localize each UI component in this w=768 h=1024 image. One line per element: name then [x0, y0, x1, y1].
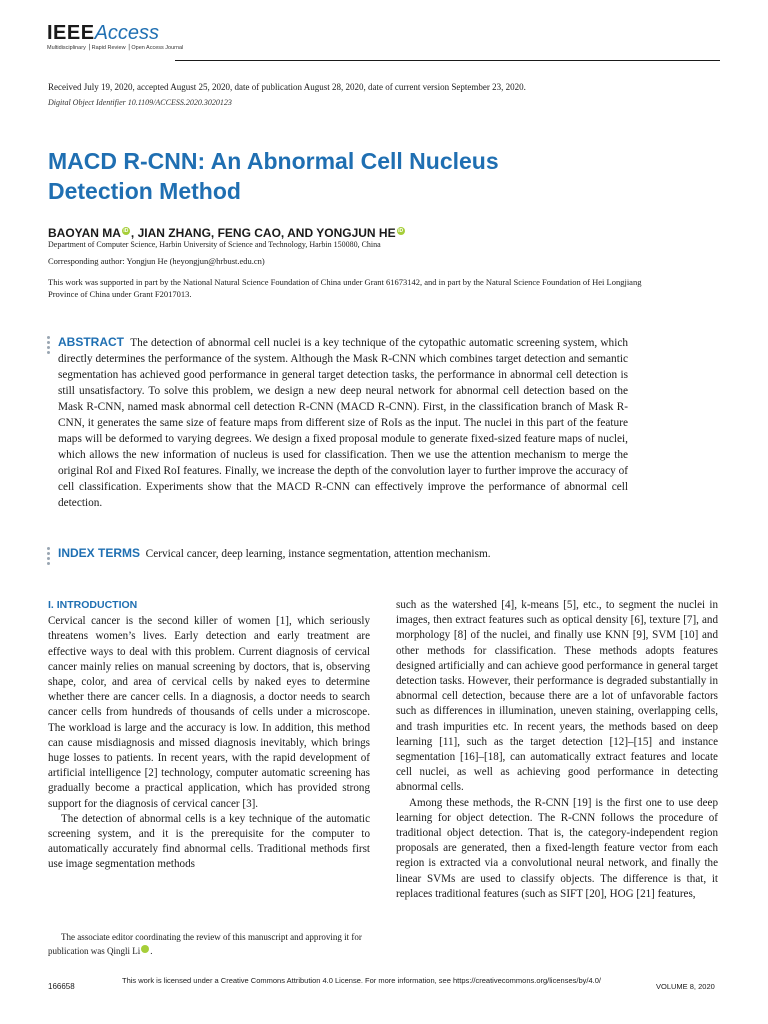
intro-paragraph-4: Among these methods, the R-CNN [19] is the first one to use deep learning for object detection. The R-CNN follows the procedure of traditional object detection. That is, the category-independent region proposals are generated, then a fixed-length feature vector from each region is extracted via a convolutional neural network, and finally the linear SVMs are used to classify objects. The difference is that, it replaces traditional features (such as SIFT [20], HOG [21] features,: [396, 796, 718, 900]
abstract-heading: ABSTRACT: [58, 335, 124, 349]
left-column: [48, 598, 370, 873]
title-line-1: MACD R-CNN: An Abnormal Cell Nucleus: [48, 148, 499, 174]
header-rule: [175, 60, 720, 61]
corresponding-author: Corresponding author: Yongjun He (heyongjun@hrbust.edu.cn): [48, 256, 265, 266]
page-number: 166658: [48, 982, 75, 991]
index-terms-text: Cervical cancer, deep learning, instance segmentation, attention mechanism.: [145, 548, 491, 560]
editor-footnote: The associate editor coordinating the review of this manuscript and approving it for publication was Qingli Li iD.: [48, 932, 362, 956]
abstract: [58, 334, 628, 511]
doi-line[interactable]: Digital Object Identifier 10.1109/ACCESS.2020.3020123: [48, 98, 232, 107]
license-line[interactable]: This work is licensed under a Creative Commons Attribution 4.0 License. For more information, see https://creativecommons.org/licenses/by/4.0/: [122, 976, 601, 985]
orcid-icon[interactable]: iD: [123, 228, 129, 234]
author-first: BAOYAN MA: [48, 226, 121, 240]
title-line-2: Detection Method: [48, 178, 241, 204]
journal-logo: [47, 22, 183, 51]
funding-statement: This work was supported in part by the National Natural Science Foundation of China under Grant 61673142, and in part by the Natural Science Foundation of Hei Longjiang Province of China under Grant F2017013.: [48, 277, 642, 299]
abstract-text: The detection of abnormal cell nuclei is a key technique of the cytopathic automatic screening system, which directly determines the performance of the system. Although the Mask R-CNN which combines target detection and semantic segmentation has achieved good performance in general target detection tasks, the performance in abnormal cell detection is still unsatisfactory. To solve this problem, we design a new deep neural network for abnormal cell detection based on the Mask R-CNN, named mask abnormal cell detection R-CNN (MACD R-CNN). First, in the classification branch of Mask R-CNN, it generates the same size of feature maps from different size of RoIs as the input. The nuclei in this part of the feature maps will be deformed to varying degrees. We design a fixed proposal module to generate fixed-sized feature maps of nuclei, which allows the new information of nucleus is used for classification. Then we use the attention mechanism to merge the original RoI and Fixed RoI features. Finally, we increase the depth of the convolution layer to further improve the accuracy of cell classification. Experiments show that the MACD R-CNN can effectively improve the performance of abnormal cell detection.: [58, 337, 628, 509]
received-dates: Received July 19, 2020, accepted August 25, 2020, date of publication August 28, 2020, date of current version September 23, 2020.: [48, 82, 526, 92]
logo-tagline: Multidisciplinary ⎟ Rapid Review ⎟ Open Access Journal: [47, 45, 184, 51]
paper-title: [48, 146, 668, 206]
affiliation: Department of Computer Science, Harbin University of Science and Technology, Harbin 150080, China: [48, 240, 381, 249]
section-heading: I. INTRODUCTION: [48, 599, 138, 611]
index-terms-heading: INDEX TERMS: [58, 546, 141, 560]
index-marker-dots: [47, 547, 51, 567]
index-terms: [58, 545, 628, 562]
logo-ieee: IEEE: [47, 22, 95, 44]
orcid-icon[interactable]: iD: [141, 945, 149, 953]
orcid-icon[interactable]: iD: [398, 228, 404, 234]
logo-access: Access: [94, 22, 160, 44]
author-rest: , JIAN ZHANG, FENG CAO, AND YONGJUN HE: [130, 226, 396, 240]
intro-paragraph-3: such as the watershed [4], k-means [5], etc., to segment the nuclei in images, then extract features such as optical density [6], texture [7], and morphology [8] of the nuclei, and finally use KNN [9], SVM [10] and other methods for classification. These methods adopts features designed artificially and can achieve good performance in general target detection tasks. However, their performance is degraded substantially in abnormal cell detection, because there are a lot of unfavorable factors such as differences in illumination, uneven staining, overlapping cells, and trash impurities etc. In recent years, the methods based on deep learning [11], such as the target detection [12]–[15] and instance segmentation [16]–[18], can automatically extract features and locate cell nuclei, as well as achieving good performance in detecting abnormal cells.: [396, 599, 718, 794]
intro-paragraph-2: The detection of abnormal cells is a key technique of the automatic screening system, and it is the prerequisite for the computer to automatically accurately find abnormal cells. Traditional methods first use image segmentation methods: [48, 812, 370, 871]
volume-label: VOLUME 8, 2020: [656, 982, 715, 991]
footnote-text: The associate editor coordinating the review of this manuscript and approving it for publication was Qingli Li: [48, 932, 362, 956]
abstract-marker-dots: [47, 336, 51, 356]
author-list: [48, 226, 406, 240]
intro-paragraph-1: Cervical cancer is the second killer of women [1], which seriously threatens women’s lives. Early detection and early treatment are effective ways to deal with this problem. Current diagnosis of cervical cancer mainly relies on manual screening by doctors, that is, observing shape, color, and area of cervical cells by naked eyes to determine whether there are cancer cells. In a diagnosis, a doctor needs to search cancer cells from hundreds of thousands of cells under a microscope. The workload is large and the accuracy is low. In addition, this method can cause misdiagnosis and missed diagnosis inevitably, which brings huge losses to patients. In recent years, with the rapid development of artificial intelligence [2] technology, computer automatic screening has gradually become a practical application, which has provided strong support for the diagnosis of cervical cancer [3].: [48, 615, 370, 810]
right-column: [396, 598, 718, 902]
